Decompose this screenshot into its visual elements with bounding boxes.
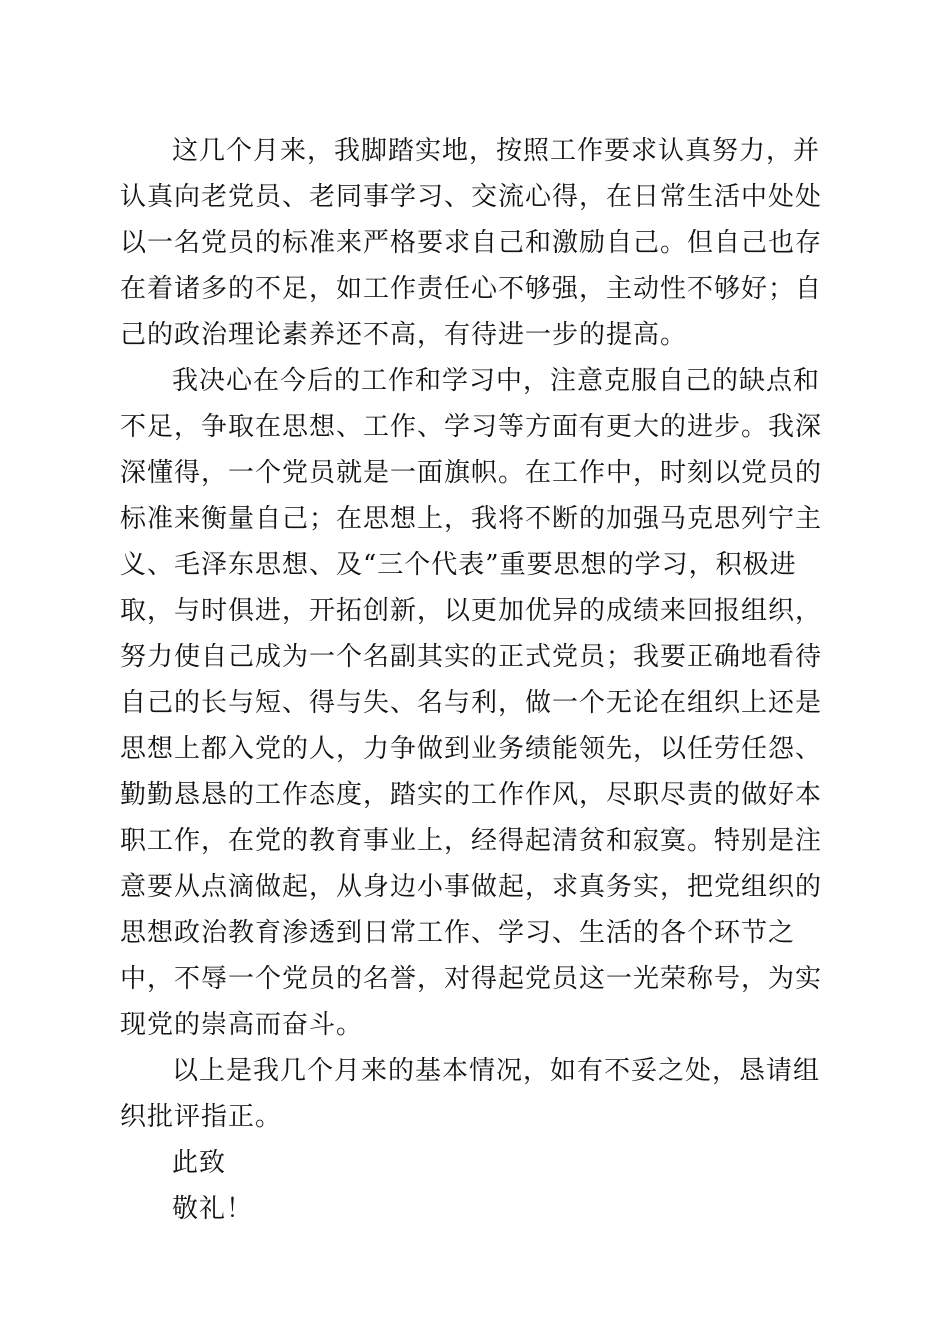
document-body (120, 128, 840, 1232)
body-paragraph-3: 以上是我几个月来的基本情况，如有不妥之处，恳请组织批评指正。 (120, 1056, 821, 1132)
salutation-line: 敬礼！ (172, 1194, 254, 1224)
body-paragraph-1: 这几个月来，我脚踏实地，按照工作要求认真努力，并认真向老党员、老同事学习、交流心得，在日常生活中处处以一名党员的标准来严格要求自己和激励自己。但自己也存在着诸多的不足，如工作责任心不够强，主动性不够好；自己的政治理论素养还不高，有待进一步的提高。 (120, 136, 823, 350)
closing-line: 此致 (172, 1148, 227, 1178)
body-paragraph-2: 我决心在今后的工作和学习中，注意克服自己的缺点和不足，争取在思想、工作、学习等方面有更大的进步。我深深懂得，一个党员就是一面旗帜。在工作中，时刻以党员的标准来衡量自己；在思想上，我将不断的加强马克思列宁主义、毛泽东思想、及“三个代表”重要思想的学习，积极进取，与时俱进，开拓创新，以更加优异的成绩来回报组织，努力使自己成为一个名副其实的正式党员；我要正确地看待自己的长与短、得与失、名与利，做一个无论在组织上还是思想上都入党的人，力争做到业务绩能领先，以任劳任怨、勤勤恳恳的工作态度，踏实的工作作风，尽职尽责的做好本职工作，在党的教育事业上，经得起清贫和寂寞。特别是注意要从点滴做起，从身边小事做起，求真务实，把党组织的思想政治教育渗透到日常工作、学习、生活的各个环节之中，不辱一个党员的名誉，对得起党员这一光荣称号，为实现党的崇高而奋斗。 (120, 366, 823, 1040)
